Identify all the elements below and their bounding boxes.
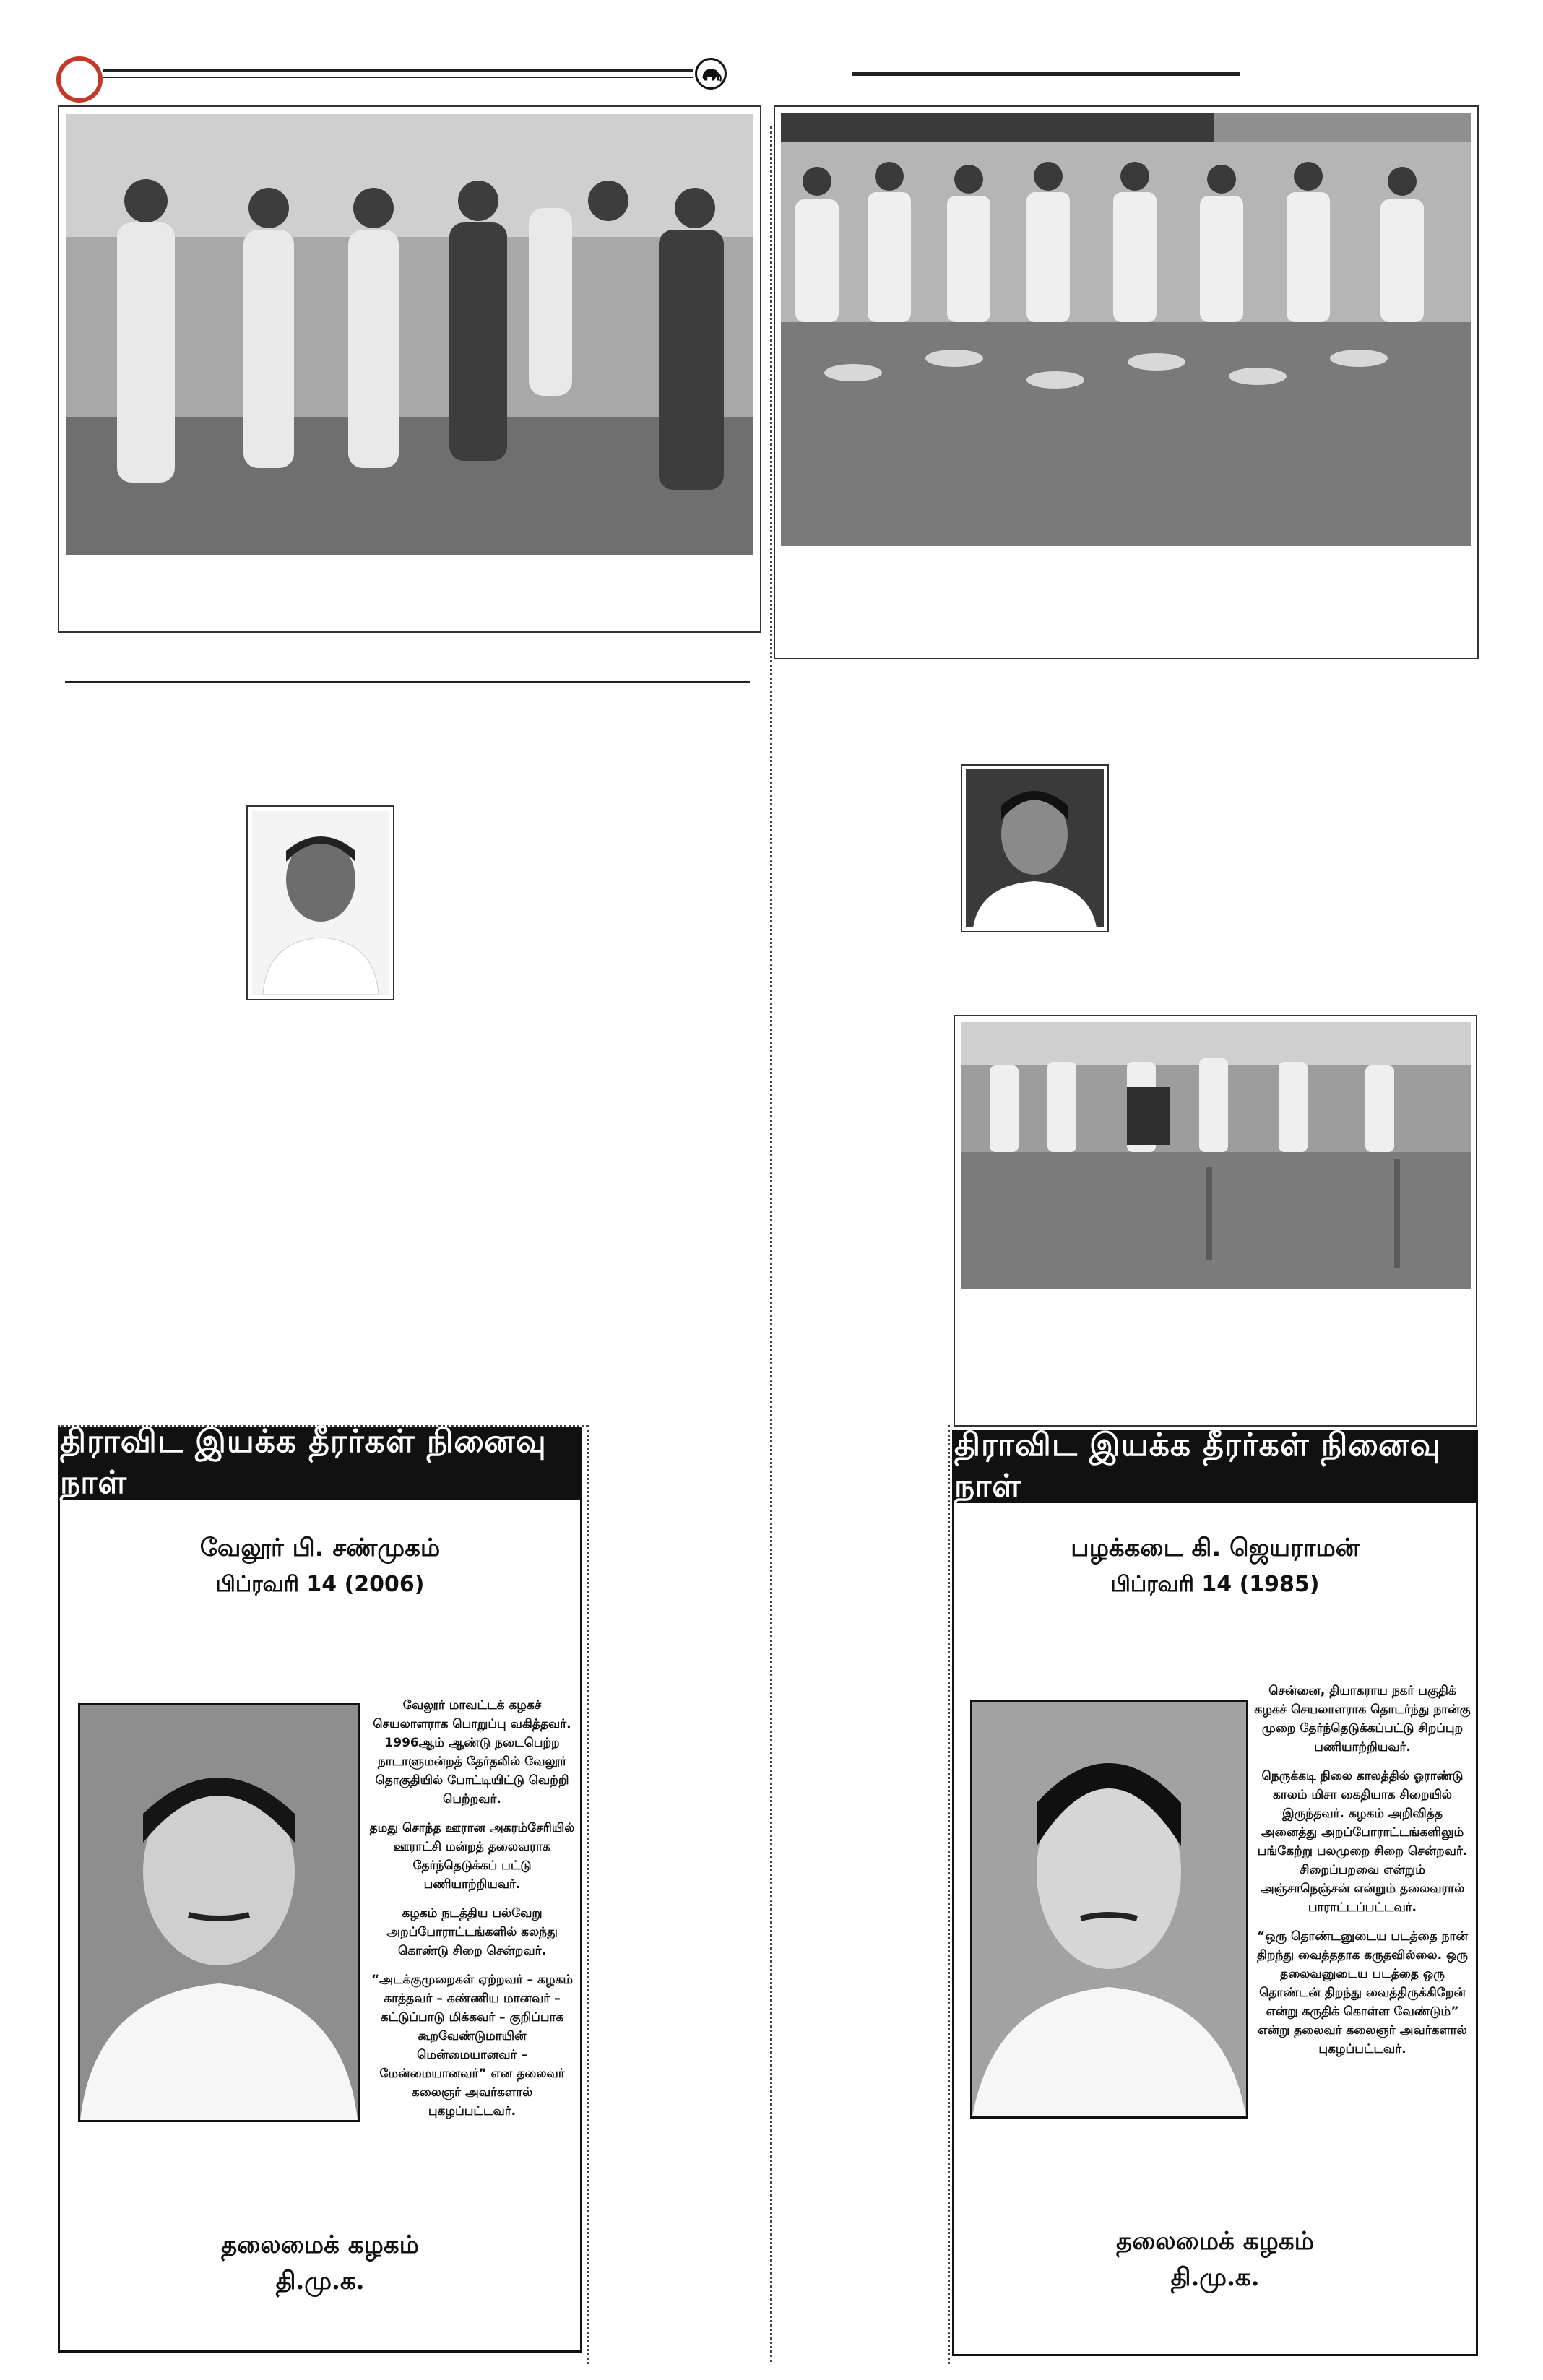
- elephant-emblem-icon: [695, 58, 727, 90]
- bio-paragraph: “அடக்குமுறைகள் ஏற்றவர் – கழகம் காத்தவர் – கண்ணிய மானவர் – கட்டுப்பாடு மிக்கவர் – குறிப்பாக கூறவேண்டுமாயின் மென்மையானவர் – மேன்மையானவர்” என தலைவர் கலைஞர் அவர்களால் புகழப்பட்டவர்.: [371, 1973, 574, 2119]
- column-divider: [770, 126, 772, 2362]
- tribute-heading: திராவிட இயக்க தீரர்கள் நினைவு நாள்: [954, 1432, 1476, 1503]
- masthead-logo-icon: [56, 56, 103, 103]
- bio-paragraph: தமது சொந்த ஊரான அகரம்சேரியில் ஊராட்சி மன்றத் தலைவராக தேர்ந்தெடுக்கப் பட்டு பணியாற்றியவர்.: [369, 1821, 575, 1892]
- tribute-name: பழக்கடை கி. ஜெயராமன்: [1071, 1533, 1360, 1562]
- portrait-frame: [246, 805, 394, 1000]
- tribute-footer-party: தி.மு.க.: [275, 2267, 365, 2295]
- portrait-frame: [961, 764, 1109, 932]
- tribute-guide: [948, 1425, 950, 2364]
- portrait-photo: [966, 769, 1104, 927]
- bio-paragraph: சென்னை, தியாகராய நகர் பகுதிக் கழகச் செயலாளராக தொடர்ந்து நான்கு முறை தேர்ந்தெடுக்கப்பட்டு சிறப்புற பணியாற்றியவர்.: [1254, 1684, 1471, 1754]
- news-photo-rally: [961, 1022, 1471, 1289]
- news-photo-protest-crowd: [781, 113, 1471, 546]
- memorial-tribute-card: [58, 1423, 582, 2353]
- portrait-photo: [252, 811, 389, 995]
- memorial-tribute-card: [952, 1427, 1478, 2356]
- tribute-biography: [1254, 1682, 1471, 2069]
- tribute-date: பிப்ரவரி 14 (2006): [215, 1572, 425, 1597]
- tribute-portrait-photo: [972, 1702, 1246, 2116]
- tribute-footer-org: தலைமைக் கழகம்: [221, 2230, 419, 2259]
- bio-paragraph: கழகம் நடத்திய பல்வேறு அறப்போராட்டங்களில் கலந்து கொண்டு சிறை சென்றவர்.: [386, 1906, 558, 1958]
- news-photo-frame: [774, 105, 1479, 659]
- tribute-portrait-frame: [970, 1700, 1248, 2119]
- tribute-biography: [369, 1696, 575, 2131]
- tribute-date: பிப்ரவரி 14 (1985): [1110, 1572, 1320, 1597]
- bio-paragraph: வேலூர் மாவட்டக் கழகச் செயலாளராக பொறுப்பு வகித்தவர். 1996ஆம் ஆண்டு நடைபெற்ற நாடாளுமன்றத் தேர்தலில் வேலூர் தொகுதியில் போட்டியிட்டு வெற்றி பெற்றவர்.: [373, 1698, 571, 1806]
- tribute-name: வேலூர் பி. சண்முகம்: [199, 1533, 441, 1562]
- masthead-rule-thin: [103, 77, 693, 78]
- news-photo-frame: [58, 105, 761, 633]
- tribute-footer-org: தலைமைக் கழகம்: [1116, 2227, 1314, 2256]
- tribute-footer-party: தி.மு.க.: [1170, 2263, 1260, 2292]
- news-photo-groundbreaking: [66, 114, 753, 555]
- tribute-portrait-frame: [78, 1703, 360, 2122]
- masthead-rule: [103, 69, 693, 72]
- section-rule: [65, 681, 750, 683]
- news-photo-frame: [954, 1015, 1477, 1427]
- masthead-right-rule: [852, 72, 1240, 76]
- tribute-heading: திராவிட இயக்க தீரர்கள் நினைவு நாள்: [60, 1429, 580, 1500]
- tribute-guide: [587, 1425, 589, 2364]
- bio-paragraph: “ஒரு தொண்டனுடைய படத்தை நான் திறந்து வைத்ததாக கருதவில்லை. ஒரு தலைவனுடைய படத்தை ஒரு தொண்டன் திறந்து வைத்திருக்கிறேன் என்று கருதிக் கொள்ள வேண்டும்” என்று தலைவர் கலைஞர் அவர்களால் புகழப்பட்டவர்.: [1256, 1929, 1469, 2056]
- bio-paragraph: நெருக்கடி நிலை காலத்தில் ஓராண்டு காலம் மிசா கைதியாக சிறையில் இருந்தவர். கழகம் அறிவித்த அனைத்து அறப்போராட்டங்களிலும் பங்கேற்று பலமுறை சிறை சென்றவர். சிறைப்பறவை என்றும் அஞ்சாநெஞ்சன் என்றும் தலைவரால் பாராட்டப்பட்டவர்.: [1257, 1769, 1468, 1915]
- tribute-portrait-photo: [80, 1705, 358, 2120]
